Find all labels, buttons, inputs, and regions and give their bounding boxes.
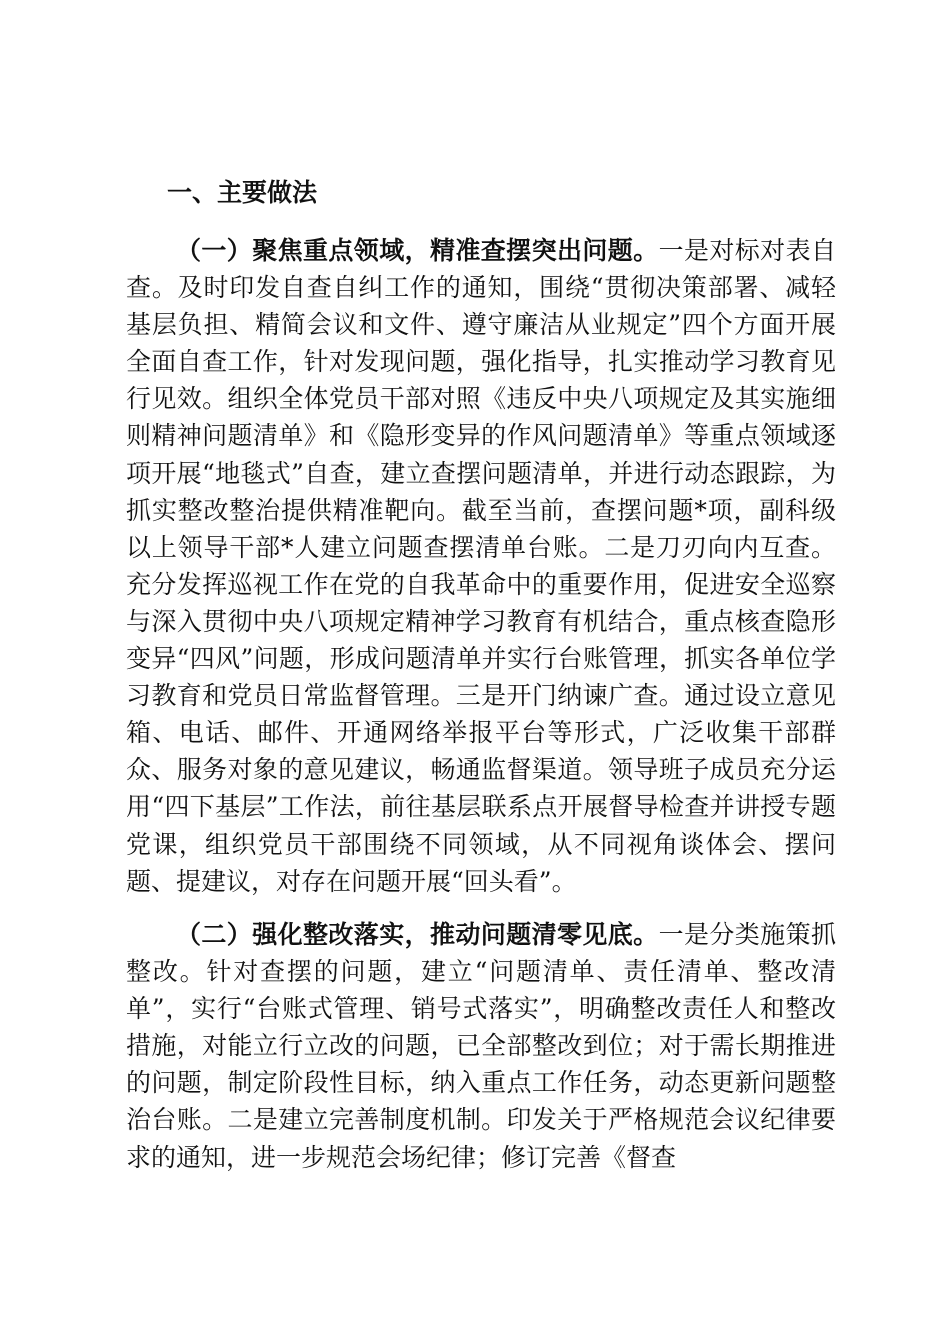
paragraph-2-lead: （二）强化整改落实，推动问题清零见底。 [176,920,659,949]
paragraph-1-lead: （一）聚焦重点领域，精准查摆突出问题。 [176,236,659,265]
paragraph-2-body: 一是分类施策抓整改。针对查摆的问题，建立“问题清单、责任清单、整改清单”，实行“台账式管理、销号式落实”，明确整改责任人和整改措施，对能立行立改的问题，已全部整改到位；对于需长期推进的问题，制定阶段性目标，纳入重点工作任务，动态更新问题整治台账。二是建立完善制度机制。印发关于严格规范会议纪律要求的通知，进一步规范会场纪律；修订完善《督查 [126,920,836,1172]
paragraph-1-body: 一是对标对表自查。及时印发自查自纠工作的通知，围绕“贯彻决策部署、减轻基层负担、精简会议和文件、遵守廉洁从业规定”四个方面开展全面自查工作，针对发现问题，强化指导，扎实推动学习教育见行见效。组织全体党员干部对照《违反中央八项规定及其实施细则精神问题清单》和《隐形变异的作风问题清单》等重点领域逐项开展“地毯式”自查，建立查摆问题清单，并进行动态跟踪，为抓实整改整治提供精准靶向。截至当前，查摆问题*项，副科级以上领导干部*人建立问题查摆清单台账。二是刀刃向内互查。充分发挥巡视工作在党的自我革命中的重要作用，促进安全巡察与深入贯彻中央八项规定精神学习教育有机结合，重点核查隐形变异“四风”问题，形成问题清单并实行台账管理，抓实各单位学习教育和党员日常监督管理。三是开门纳谏广查。通过设立意见箱、电话、邮件、开通网络举报平台等形式，广泛收集干部群众、服务对象的意见建议，畅通监督渠道。领导班子成员充分运用“四下基层”工作法，前往基层联系点开展督导检查并讲授专题党课，组织党员干部围绕不同领域，从不同视角谈体会、摆问题、提建议，对存在问题开展“回头看”。 [126,236,836,896]
section-heading: 一、主要做法 [167,178,318,207]
paragraph-2 [126,916,836,1176]
paragraph-1 [126,232,836,900]
